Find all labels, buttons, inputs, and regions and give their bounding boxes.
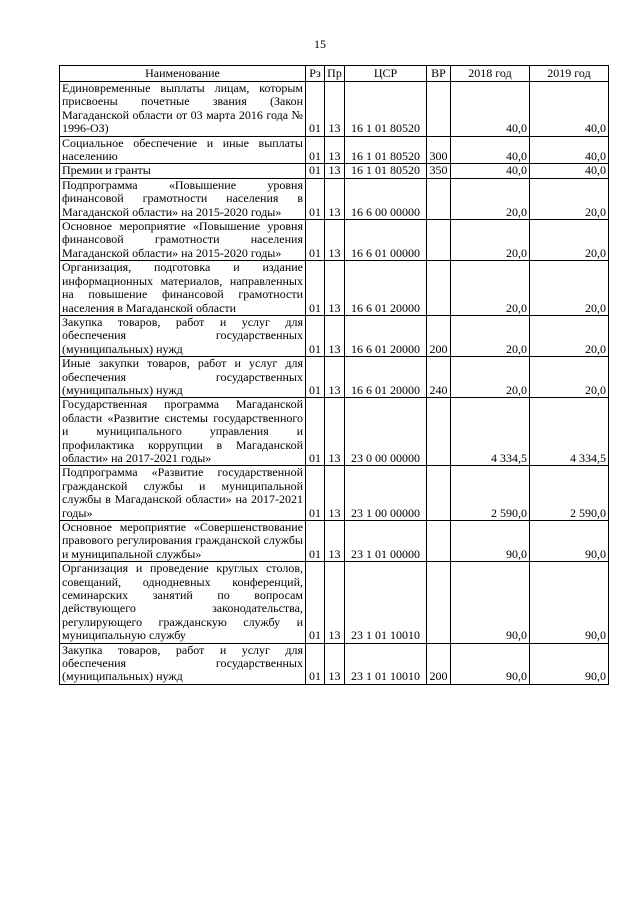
row-csr: 16 6 01 20000	[345, 261, 427, 316]
row-name: Организация, подготовка и издание информационных материалов, направленных на повышение финансовой грамотности населения в Магаданской области	[60, 261, 306, 316]
row-amount-2019: 40,0	[530, 164, 609, 178]
row-name: Закупка товаров, работ и услуг для обеспечения государственных (муниципальных) нужд	[60, 315, 306, 356]
row-amount-2018: 4 334,5	[451, 398, 530, 466]
row-amount-2018: 90,0	[451, 521, 530, 562]
table-row	[60, 398, 609, 466]
row-amount-2019: 20,0	[530, 357, 609, 398]
row-vr	[427, 562, 451, 643]
page-number: 15	[314, 37, 326, 51]
row-name: Премии и гранты	[60, 164, 306, 178]
table-row	[60, 220, 609, 261]
row-pr: 13	[325, 82, 345, 137]
row-name: Основное мероприятие «Совершенствование правового регулирования гражданской службы и муниципальной службы»	[60, 521, 306, 562]
header-row	[60, 66, 609, 82]
row-vr: 300	[427, 136, 451, 164]
row-csr: 16 6 01 20000	[345, 357, 427, 398]
row-amount-2018: 20,0	[451, 261, 530, 316]
row-name: Государственная программа Магаданской области «Развитие системы государственного и муниципального управления и профилактика коррупции в Магаданской области» на 2017-2021 годы»	[60, 398, 306, 466]
row-rz: 01	[306, 136, 325, 164]
row-vr	[427, 521, 451, 562]
row-csr: 16 1 01 80520	[345, 82, 427, 137]
row-vr	[427, 398, 451, 466]
row-pr: 13	[325, 643, 345, 684]
row-vr: 200	[427, 643, 451, 684]
header-pr: Пр	[325, 66, 345, 82]
row-pr: 13	[325, 398, 345, 466]
row-csr: 16 6 01 20000	[345, 315, 427, 356]
table-row	[60, 82, 609, 137]
row-rz: 01	[306, 261, 325, 316]
table-row	[60, 261, 609, 316]
table-row	[60, 164, 609, 178]
table-row	[60, 643, 609, 684]
row-amount-2019: 2 590,0	[530, 466, 609, 521]
row-vr	[427, 261, 451, 316]
row-amount-2018: 20,0	[451, 220, 530, 261]
row-csr: 23 1 01 10010	[345, 562, 427, 643]
row-rz: 01	[306, 398, 325, 466]
row-rz: 01	[306, 178, 325, 219]
row-pr: 13	[325, 136, 345, 164]
row-amount-2019: 20,0	[530, 315, 609, 356]
row-csr: 16 1 01 80520	[345, 164, 427, 178]
row-rz: 01	[306, 521, 325, 562]
header-vr: ВР	[427, 66, 451, 82]
row-name: Социальное обеспечение и иные выплаты населению	[60, 136, 306, 164]
row-name: Подпрограмма «Повышение уровня финансовой грамотности населения в Магаданской области» на 2015-2020 годы»	[60, 178, 306, 219]
row-pr: 13	[325, 315, 345, 356]
header-csr: ЦСР	[345, 66, 427, 82]
row-amount-2018: 90,0	[451, 562, 530, 643]
table-header	[60, 66, 609, 82]
row-vr: 240	[427, 357, 451, 398]
header-2018: 2018 год	[451, 66, 530, 82]
row-csr: 23 1 01 10010	[345, 643, 427, 684]
row-name: Закупка товаров, работ и услуг для обеспечения государственных (муниципальных) нужд	[60, 643, 306, 684]
row-pr: 13	[325, 521, 345, 562]
row-amount-2018: 40,0	[451, 136, 530, 164]
table-row	[60, 357, 609, 398]
row-csr: 16 6 01 00000	[345, 220, 427, 261]
row-pr: 13	[325, 357, 345, 398]
row-amount-2018: 40,0	[451, 82, 530, 137]
row-name: Основное мероприятие «Повышение уровня финансовой грамотности населения Магаданской области» на 2015-2020 годы»	[60, 220, 306, 261]
row-rz: 01	[306, 643, 325, 684]
table-row	[60, 466, 609, 521]
header-name: Наименование	[60, 66, 306, 82]
table-row	[60, 136, 609, 164]
row-amount-2019: 20,0	[530, 178, 609, 219]
row-csr: 23 1 00 00000	[345, 466, 427, 521]
table-row	[60, 315, 609, 356]
row-vr	[427, 178, 451, 219]
row-amount-2019: 20,0	[530, 220, 609, 261]
row-amount-2019: 90,0	[530, 521, 609, 562]
row-pr: 13	[325, 220, 345, 261]
table-body	[60, 82, 609, 685]
row-amount-2018: 20,0	[451, 357, 530, 398]
row-rz: 01	[306, 164, 325, 178]
table-row	[60, 178, 609, 219]
row-csr: 23 1 01 00000	[345, 521, 427, 562]
row-rz: 01	[306, 82, 325, 137]
row-amount-2018: 2 590,0	[451, 466, 530, 521]
row-pr: 13	[325, 466, 345, 521]
header-rz: Рз	[306, 66, 325, 82]
header-2019: 2019 год	[530, 66, 609, 82]
row-rz: 01	[306, 220, 325, 261]
row-name: Единовременные выплаты лицам, которым присвоены почетные звания (Закон Магаданской области от 03 марта 2016 года № 1996-ОЗ)	[60, 82, 306, 137]
row-csr: 16 6 00 00000	[345, 178, 427, 219]
row-rz: 01	[306, 315, 325, 356]
row-amount-2018: 20,0	[451, 178, 530, 219]
row-rz: 01	[306, 466, 325, 521]
row-pr: 13	[325, 178, 345, 219]
row-csr: 16 1 01 80520	[345, 136, 427, 164]
row-pr: 13	[325, 562, 345, 643]
row-vr	[427, 220, 451, 261]
row-amount-2019: 90,0	[530, 562, 609, 643]
row-vr: 200	[427, 315, 451, 356]
row-amount-2018: 40,0	[451, 164, 530, 178]
row-amount-2018: 90,0	[451, 643, 530, 684]
row-name: Подпрограмма «Развитие государственной гражданской службы и муниципальной службы в Магаданской области» на 2017-2021 годы»	[60, 466, 306, 521]
row-amount-2019: 90,0	[530, 643, 609, 684]
row-csr: 23 0 00 00000	[345, 398, 427, 466]
row-amount-2019: 4 334,5	[530, 398, 609, 466]
table-row	[60, 562, 609, 643]
row-name: Организация и проведение круглых столов, совещаний, однодневных конференций, семинарских занятий по вопросам действующего законодательства, регулирующего гражданскую службу и муниципальную службу	[60, 562, 306, 643]
row-vr	[427, 466, 451, 521]
row-amount-2018: 20,0	[451, 315, 530, 356]
row-rz: 01	[306, 562, 325, 643]
budget-table	[59, 65, 609, 685]
row-amount-2019: 40,0	[530, 82, 609, 137]
table-row	[60, 521, 609, 562]
row-vr: 350	[427, 164, 451, 178]
row-pr: 13	[325, 164, 345, 178]
row-name: Иные закупки товаров, работ и услуг для обеспечения государственных (муниципальных) нужд	[60, 357, 306, 398]
row-vr	[427, 82, 451, 137]
row-pr: 13	[325, 261, 345, 316]
row-amount-2019: 40,0	[530, 136, 609, 164]
row-amount-2019: 20,0	[530, 261, 609, 316]
row-rz: 01	[306, 357, 325, 398]
